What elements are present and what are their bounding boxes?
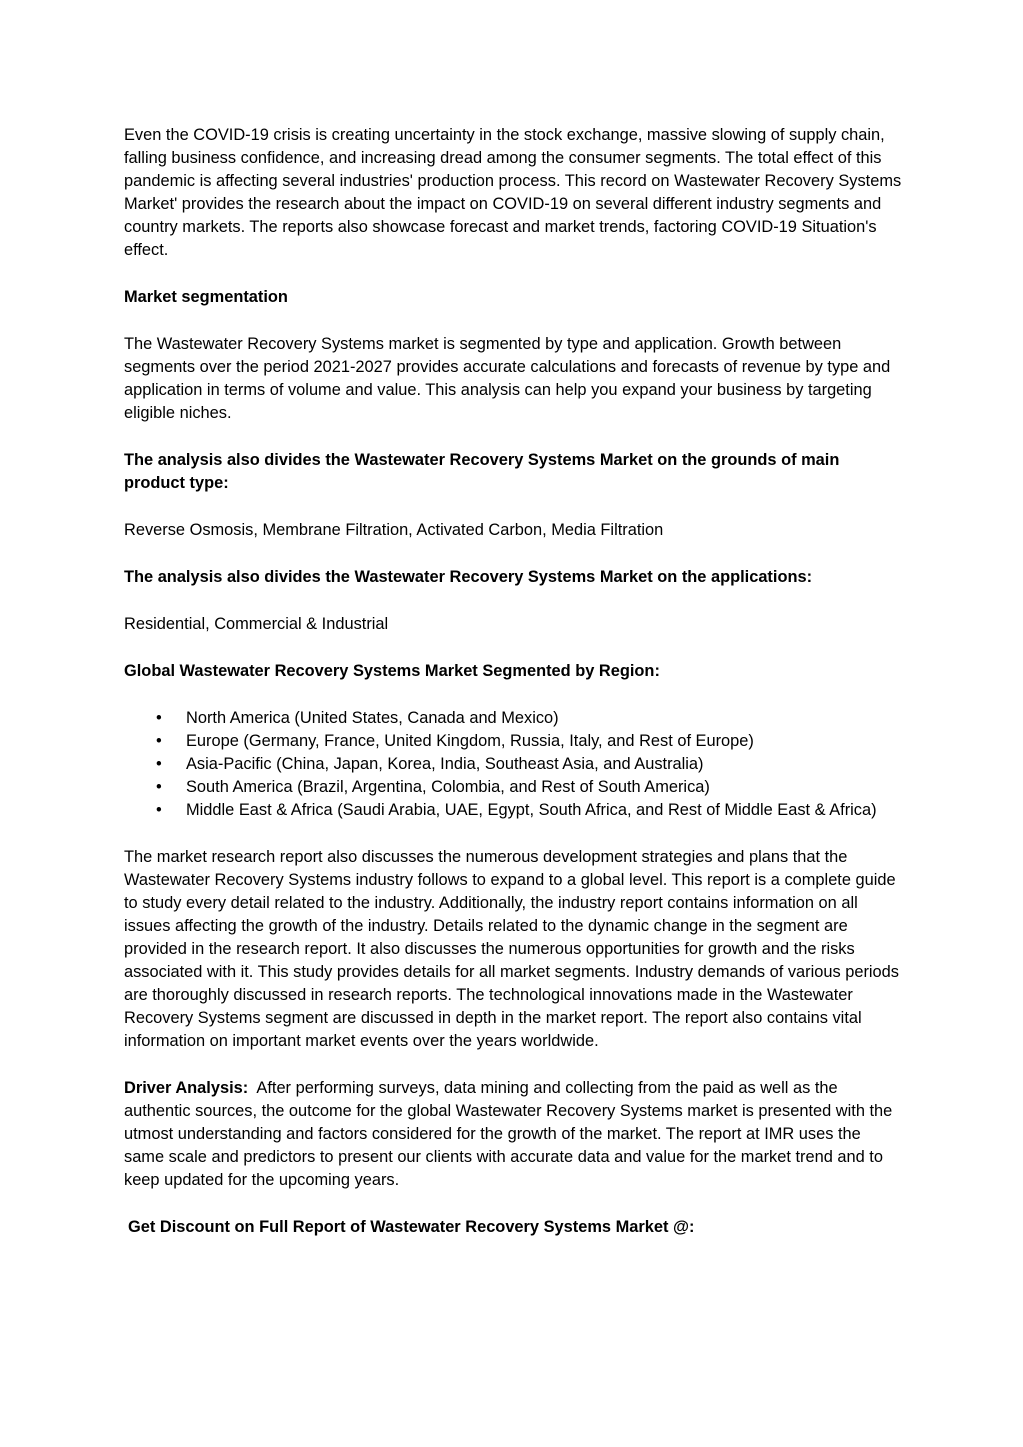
- region-item-north-america: • North America (United States, Canada and Mexico): [124, 707, 904, 730]
- applications-list: Residential, Commercial & Industrial: [124, 615, 389, 633]
- region-item-middle-east-africa: • Middle East & Africa (Saudi Arabia, UAE, Egypt, South Africa, and Rest of Middle East & Africa): [124, 799, 904, 822]
- regions-heading: Global Wastewater Recovery Systems Market Segmented by Region:: [124, 662, 660, 680]
- driver-label: Driver Analysis:: [124, 1079, 249, 1097]
- driver-paragraph: [124, 1077, 904, 1192]
- segmentation-paragraph: The Wastewater Recovery Systems market is segmented by type and application. Growth between segments over the period 2021-2027 provides accurate calculations and forecasts of revenue by type and application in terms of volume and value. This analysis can help you expand your business by targeting eligible niches.: [124, 335, 891, 422]
- document-page: [124, 124, 904, 1263]
- segmentation-heading: Market segmentation: [124, 288, 288, 306]
- intro-paragraph: Even the COVID-19 crisis is creating uncertainty in the stock exchange, massive slowing of supply chain, falling business confidence, and increasing dread among the consumer segments. The total effect of this pandemic is affecting several industries' production process. This record on Wastewater Recovery Systems Market' provides the research about the impact on COVID-19 on several different industry segments and country markets. The reports also showcase forecast and market trends, factoring COVID-19 Situation's effect.: [124, 126, 902, 259]
- applications-heading: The analysis also divides the Wastewater Recovery Systems Market on the applications:: [124, 568, 813, 586]
- product-type-list: Reverse Osmosis, Membrane Filtration, Activated Carbon, Media Filtration: [124, 521, 664, 539]
- regions-list: [124, 707, 904, 822]
- product-type-heading: The analysis also divides the Wastewater Recovery Systems Market on the grounds of main product type:: [124, 451, 840, 492]
- region-item-europe: • Europe (Germany, France, United Kingdom, Russia, Italy, and Rest of Europe): [124, 730, 904, 753]
- discount-heading: Get Discount on Full Report of Wastewater Recovery Systems Market @:: [128, 1218, 695, 1236]
- driver-body: After performing surveys, data mining and collecting from the paid as well as the authentic sources, the outcome for the global Wastewater Recovery Systems market is presented with the utmost understanding and factors considered for the growth of the market. The report at IMR uses the same scale and predictors to present our clients with accurate data and value for the market trend and to keep updated for the upcoming years.: [124, 1079, 893, 1189]
- region-item-asia-pacific: • Asia-Pacific (China, Japan, Korea, India, Southeast Asia, and Australia): [124, 753, 904, 776]
- region-item-south-america: • South America (Brazil, Argentina, Colombia, and Rest of South America): [124, 776, 904, 799]
- research-paragraph: The market research report also discusses the numerous development strategies and plans that the Wastewater Recovery Systems industry follows to expand to a global level. This report is a complete guide to study every detail related to the industry. Additionally, the industry report contains information on all issues affecting the growth of the industry. Details related to the dynamic change in the segment are provided in the research report. It also discusses the numerous opportunities for growth and the risks associated with it. This study provides details for all market segments. Industry demands of various periods are thoroughly discussed in research reports. The technological innovations made in the Wastewater Recovery Systems segment are discussed in depth in the market report. The report also contains vital information on important market events over the years worldwide.: [124, 848, 899, 1050]
